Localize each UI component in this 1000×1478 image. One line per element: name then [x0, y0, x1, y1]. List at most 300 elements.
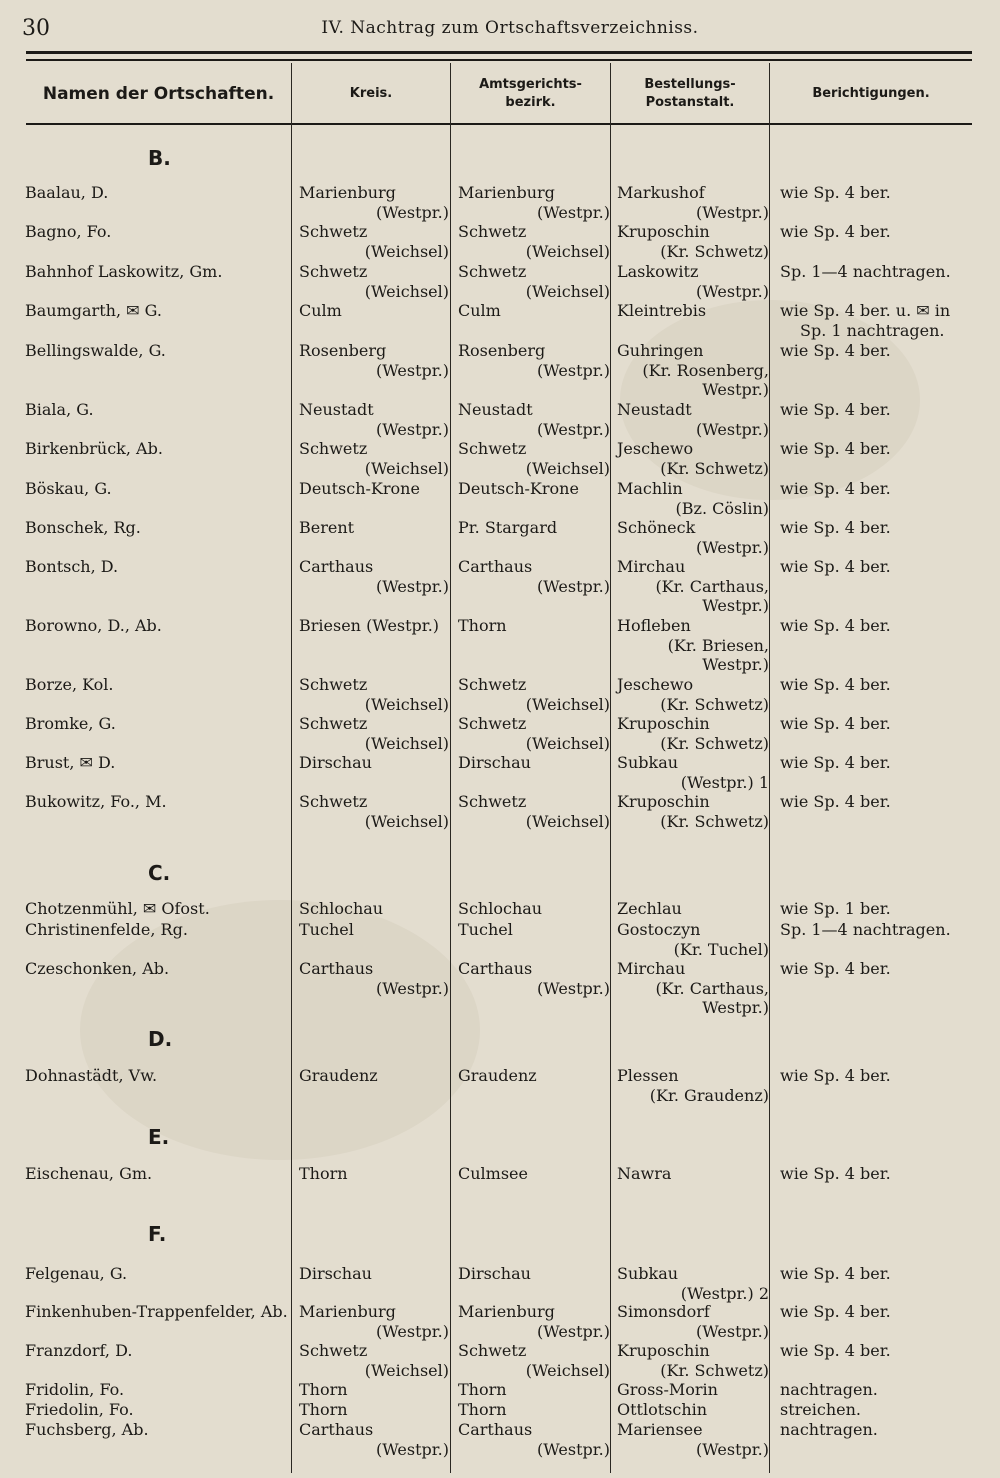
- cell-line: Westpr.): [702, 655, 769, 674]
- berichtigung-cell: [780, 1264, 980, 1284]
- cell-line: (Kr. Briesen,: [667, 635, 769, 655]
- running-title: IV. Nachtrag zum Ortschaftsverzeichniss.: [321, 18, 699, 38]
- kreis-cell: [299, 920, 449, 940]
- postanstalt-cell: [617, 616, 769, 675]
- place-name: Franzdorf, D.: [25, 1341, 133, 1360]
- berichtigung-cell: [780, 301, 980, 340]
- postanstalt-cell: [617, 792, 769, 831]
- place-name: Baalau, D.: [25, 183, 109, 202]
- cell-line: Schwetz: [299, 1341, 368, 1360]
- cell-line: (Kr. Schwetz): [660, 733, 769, 753]
- cell-line: wie Sp. 4 ber.: [780, 518, 891, 537]
- cell-line: (Westpr.) 2: [680, 1283, 769, 1303]
- berichtigung-cell: [780, 1380, 980, 1400]
- postanstalt-cell: [617, 222, 769, 261]
- cell-line: Schwetz: [299, 714, 368, 733]
- cell-line: Schwetz: [299, 222, 368, 241]
- header-rule-thick: [26, 51, 972, 54]
- kreis-cell: [299, 557, 449, 596]
- cell-line: (Weichsel): [364, 458, 449, 478]
- cell-line: wie Sp. 4 ber.: [780, 959, 891, 978]
- cell-line: (Weichsel): [364, 733, 449, 753]
- amtsgericht-cell: [458, 1302, 610, 1341]
- kreis-cell: [299, 959, 449, 998]
- cell-line: Carthaus: [299, 1420, 374, 1439]
- cell-line: (Weichsel): [364, 694, 449, 714]
- cell-line: Schwetz: [458, 675, 527, 694]
- amtsgericht-cell: [458, 899, 610, 919]
- postanstalt-cell: [617, 1380, 769, 1400]
- column-divider: [291, 63, 292, 1473]
- cell-line: Jeschewo: [617, 675, 694, 694]
- amtsgericht-cell: [458, 262, 610, 301]
- amtsgericht-cell: [458, 183, 610, 222]
- cell-line: Schwetz: [299, 675, 368, 694]
- cell-line: Marienburg: [458, 183, 555, 202]
- berichtigung-cell: [780, 714, 980, 734]
- amtsgericht-cell: [458, 341, 610, 380]
- cell-line: wie Sp. 4 ber.: [780, 675, 891, 694]
- cell-line: Pr. Stargard: [458, 518, 558, 537]
- cell-line: Laskowitz: [617, 262, 699, 281]
- kreis-cell: [299, 753, 449, 773]
- cell-line: Westpr.): [702, 596, 769, 615]
- cell-line: Dirschau: [299, 1264, 372, 1283]
- cell-line: Schwetz: [458, 714, 527, 733]
- cell-line: (Kr. Schwetz): [660, 458, 769, 478]
- cell-line: (Westpr.): [696, 537, 769, 557]
- postanstalt-cell: [617, 183, 769, 222]
- cell-line: nachtragen.: [780, 1420, 878, 1439]
- amtsgericht-cell: [458, 222, 610, 261]
- cell-line: wie Sp. 4 ber.: [780, 479, 891, 498]
- postanstalt-cell: [617, 479, 769, 518]
- place-name: Böskau, G.: [25, 479, 112, 498]
- cell-line: (Weichsel): [525, 1360, 610, 1380]
- kreis-cell: [299, 1066, 449, 1086]
- cell-line: Gostoczyn: [617, 920, 701, 939]
- kreis-cell: [299, 675, 449, 714]
- berichtigung-cell: [780, 920, 980, 940]
- cell-line: Thorn: [299, 1380, 348, 1399]
- postanstalt-cell: [617, 753, 769, 792]
- cell-line: wie Sp. 4 ber.: [780, 1164, 891, 1183]
- cell-line: Hofleben: [617, 616, 691, 635]
- kreis-cell: [299, 439, 449, 478]
- cell-line: (Kr. Schwetz): [660, 694, 769, 714]
- cell-line: Thorn: [458, 616, 507, 635]
- cell-line: (Kr. Schwetz): [660, 811, 769, 831]
- cell-line: (Westpr.): [376, 1321, 449, 1341]
- amtsgericht-cell: [458, 1400, 610, 1420]
- place-name: Finkenhuben-Trappenfelder, Ab.: [25, 1302, 288, 1321]
- cell-line: Westpr.): [702, 380, 769, 399]
- kreis-cell: [299, 183, 449, 222]
- cell-line: Sp. 1 nachtragen.: [800, 320, 945, 340]
- place-name: Christinenfelde, Rg.: [25, 920, 188, 939]
- cell-line: Nawra: [617, 1164, 672, 1183]
- cell-line: Carthaus: [458, 959, 533, 978]
- amtsgericht-cell: [458, 518, 610, 538]
- cell-line: Mariensee: [617, 1420, 703, 1439]
- berichtigung-cell: [780, 479, 980, 499]
- cell-line: Zechlau: [617, 899, 682, 918]
- cell-line: wie Sp. 4 ber.: [780, 714, 891, 733]
- column-header-kreis: Kreis.: [349, 86, 393, 101]
- section-letter: B.: [148, 146, 171, 170]
- cell-line: Marienburg: [299, 183, 396, 202]
- cell-line: (Westpr.): [696, 419, 769, 439]
- cell-line: wie Sp. 4 ber.: [780, 400, 891, 419]
- cell-line: (Weichsel): [364, 281, 449, 301]
- postanstalt-cell: [617, 301, 769, 321]
- cell-line: Carthaus: [458, 557, 533, 576]
- kreis-cell: [299, 341, 449, 380]
- cell-line: Marienburg: [458, 1302, 555, 1321]
- berichtigung-cell: [780, 341, 980, 361]
- berichtigung-cell: [780, 675, 980, 695]
- cell-line: Mirchau: [617, 557, 686, 576]
- place-name: Brust, ✉ D.: [25, 753, 116, 772]
- cell-line: (Westpr.): [537, 978, 610, 998]
- cell-line: Schwetz: [299, 262, 368, 281]
- berichtigung-cell: [780, 439, 980, 459]
- postanstalt-cell: [617, 920, 769, 959]
- cell-line: (Westpr.): [376, 360, 449, 380]
- berichtigung-cell: [780, 753, 980, 773]
- berichtigung-cell: [780, 222, 980, 242]
- cell-line: wie Sp. 4 ber.: [780, 1066, 891, 1085]
- section-letter: E.: [148, 1125, 170, 1149]
- cell-line: (Kr. Graudenz): [649, 1085, 769, 1105]
- berichtigung-cell: [780, 183, 980, 203]
- place-name: Bagno, Fo.: [25, 222, 112, 241]
- cell-line: Briesen (Westpr.): [299, 616, 440, 635]
- column-header-amtsgerichtsbezirk: Amtsgerichts- bezirk.: [479, 77, 582, 110]
- cell-line: Marienburg: [299, 1302, 396, 1321]
- cell-line: wie Sp. 4 ber.: [780, 753, 891, 772]
- cell-line: (Weichsel): [525, 733, 610, 753]
- postanstalt-cell: [617, 1400, 769, 1420]
- cell-line: Kruposchin: [617, 222, 710, 241]
- place-name: Bahnhof Laskowitz, Gm.: [25, 262, 223, 281]
- cell-line: Neustadt: [617, 400, 692, 419]
- place-name: Birkenbrück, Ab.: [25, 439, 163, 458]
- place-name: Baumgarth, ✉ G.: [25, 301, 162, 320]
- amtsgericht-cell: [458, 1380, 610, 1400]
- cell-line: nachtragen.: [780, 1380, 878, 1399]
- page-number: 30: [22, 16, 50, 41]
- cell-line: (Westpr.): [537, 1439, 610, 1459]
- cell-line: wie Sp. 4 ber.: [780, 792, 891, 811]
- postanstalt-cell: [617, 959, 769, 1018]
- cell-line: (Weichsel): [364, 241, 449, 261]
- postanstalt-cell: [617, 557, 769, 616]
- cell-line: wie Sp. 4 ber.: [780, 557, 891, 576]
- cell-line: Schwetz: [458, 262, 527, 281]
- cell-line: wie Sp. 4 ber.: [780, 183, 891, 202]
- amtsgericht-cell: [458, 714, 610, 753]
- amtsgericht-cell: [458, 616, 610, 636]
- cell-line: Schlochau: [458, 899, 543, 918]
- cell-line: Schwetz: [299, 792, 368, 811]
- cell-line: Kruposchin: [617, 714, 710, 733]
- cell-line: Sp. 1—4 nachtragen.: [780, 920, 951, 939]
- cell-line: Guhringen: [617, 341, 704, 360]
- cell-line: wie Sp. 4 ber.: [780, 616, 891, 635]
- berichtigung-cell: [780, 1420, 980, 1440]
- cell-line: Schlochau: [299, 899, 384, 918]
- berichtigung-cell: [780, 616, 980, 636]
- cell-line: Schwetz: [299, 439, 368, 458]
- cell-line: Schwetz: [458, 439, 527, 458]
- cell-line: (Westpr.) 1: [680, 772, 769, 792]
- place-name: Eischenau, Gm.: [25, 1164, 153, 1183]
- cell-line: Dirschau: [458, 1264, 531, 1283]
- postanstalt-cell: [617, 1164, 769, 1184]
- cell-line: Graudenz: [299, 1066, 378, 1085]
- place-name: Bromke, G.: [25, 714, 116, 733]
- cell-line: wie Sp. 4 ber.: [780, 439, 891, 458]
- cell-line: (Kr. Rosenberg,: [642, 360, 769, 380]
- cell-line: Sp. 1—4 nachtragen.: [780, 262, 951, 281]
- cell-line: Thorn: [458, 1380, 507, 1399]
- cell-line: Plessen: [617, 1066, 679, 1085]
- place-name: Bukowitz, Fo., M.: [25, 792, 167, 811]
- cell-line: Markushof: [617, 183, 705, 202]
- berichtigung-cell: [780, 1341, 980, 1361]
- column-header-postanstalt: Bestellungs- Postanstalt.: [644, 77, 736, 110]
- cell-line: Culm: [458, 301, 501, 320]
- cell-line: Gross-Morin: [617, 1380, 718, 1399]
- postanstalt-cell: [617, 262, 769, 301]
- amtsgericht-cell: [458, 959, 610, 998]
- kreis-cell: [299, 714, 449, 753]
- postanstalt-cell: [617, 1066, 769, 1105]
- place-name: Chotzenmühl, ✉ Ofost.: [25, 899, 210, 918]
- cell-line: (Weichsel): [364, 811, 449, 831]
- place-name: Borze, Kol.: [25, 675, 114, 694]
- kreis-cell: [299, 1302, 449, 1341]
- cell-line: wie Sp. 1 ber.: [780, 899, 891, 918]
- amtsgericht-cell: [458, 1066, 610, 1086]
- amtsgericht-cell: [458, 675, 610, 714]
- berichtigung-cell: [780, 1302, 980, 1322]
- cell-line: Kruposchin: [617, 792, 710, 811]
- berichtigung-cell: [780, 518, 980, 538]
- cell-line: (Westpr.): [537, 1321, 610, 1341]
- kreis-cell: [299, 1400, 449, 1420]
- cell-line: Kleintrebis: [617, 301, 707, 320]
- place-name: Fuchsberg, Ab.: [25, 1420, 149, 1439]
- cell-line: (Westpr.): [696, 1321, 769, 1341]
- postanstalt-cell: [617, 1264, 769, 1303]
- section-letter: D.: [148, 1027, 173, 1051]
- kreis-cell: [299, 1264, 449, 1284]
- cell-line: Schwetz: [458, 792, 527, 811]
- cell-line: (Westpr.): [376, 419, 449, 439]
- cell-line: wie Sp. 4 ber.: [780, 1341, 891, 1360]
- cell-line: Machlin: [617, 479, 683, 498]
- berichtigung-cell: [780, 899, 980, 919]
- cell-line: Tuchel: [299, 920, 354, 939]
- column-divider: [450, 63, 451, 1473]
- cell-line: Schöneck: [617, 518, 696, 537]
- cell-line: (Westpr.): [537, 202, 610, 222]
- cell-line: Neustadt: [299, 400, 374, 419]
- column-header-berichtigungen: Berichtigungen.: [812, 86, 930, 101]
- kreis-cell: [299, 262, 449, 301]
- amtsgericht-cell: [458, 439, 610, 478]
- cell-line: Neustadt: [458, 400, 533, 419]
- place-name: Felgenau, G.: [25, 1264, 128, 1283]
- header-rule-thin: [26, 59, 972, 61]
- postanstalt-cell: [617, 518, 769, 557]
- cell-line: (Westpr.): [537, 360, 610, 380]
- cell-line: Schwetz: [458, 1341, 527, 1360]
- cell-line: (Kr. Tuchel): [673, 939, 769, 959]
- berichtigung-cell: [780, 1164, 980, 1184]
- amtsgericht-cell: [458, 400, 610, 439]
- amtsgericht-cell: [458, 1164, 610, 1184]
- amtsgericht-cell: [458, 920, 610, 940]
- kreis-cell: [299, 1164, 449, 1184]
- postanstalt-cell: [617, 400, 769, 439]
- amtsgericht-cell: [458, 1420, 610, 1459]
- place-name: Czeschonken, Ab.: [25, 959, 170, 978]
- amtsgericht-cell: [458, 1341, 610, 1380]
- kreis-cell: [299, 301, 449, 321]
- amtsgericht-cell: [458, 792, 610, 831]
- place-name: Biala, G.: [25, 400, 94, 419]
- amtsgericht-cell: [458, 557, 610, 596]
- kreis-cell: [299, 1341, 449, 1380]
- cell-line: (Kr. Schwetz): [660, 1360, 769, 1380]
- cell-line: (Kr. Schwetz): [660, 241, 769, 261]
- cell-line: Carthaus: [299, 557, 374, 576]
- column-divider: [769, 63, 770, 1473]
- cell-line: (Weichsel): [525, 458, 610, 478]
- amtsgericht-cell: [458, 301, 610, 321]
- kreis-cell: [299, 1420, 449, 1459]
- cell-line: (Westpr.): [376, 202, 449, 222]
- amtsgericht-cell: [458, 753, 610, 773]
- kreis-cell: [299, 792, 449, 831]
- cell-line: wie Sp. 4 ber.: [780, 1264, 891, 1283]
- cell-line: (Weichsel): [525, 241, 610, 261]
- cell-line: (Bz. Cöslin): [675, 498, 769, 518]
- cell-line: Subkau: [617, 753, 679, 772]
- cell-line: Culmsee: [458, 1164, 528, 1183]
- postanstalt-cell: [617, 675, 769, 714]
- cell-line: (Kr. Carthaus,: [655, 978, 769, 998]
- cell-line: (Westpr.): [376, 978, 449, 998]
- cell-line: (Weichsel): [525, 281, 610, 301]
- cell-line: Mirchau: [617, 959, 686, 978]
- cell-line: Dirschau: [299, 753, 372, 772]
- cell-line: Thorn: [299, 1400, 348, 1419]
- cell-line: (Kr. Carthaus,: [655, 576, 769, 596]
- kreis-cell: [299, 899, 449, 919]
- cell-line: Berent: [299, 518, 355, 537]
- berichtigung-cell: [780, 792, 980, 812]
- cell-line: Culm: [299, 301, 342, 320]
- cell-line: (Westpr.): [696, 1439, 769, 1459]
- cell-line: Jeschewo: [617, 439, 694, 458]
- column-divider: [610, 63, 611, 1473]
- cell-line: Tuchel: [458, 920, 513, 939]
- place-name: Bellingswalde, G.: [25, 341, 166, 360]
- berichtigung-cell: [780, 557, 980, 577]
- column-header-namen: Namen der Ortschaften.: [42, 84, 275, 104]
- cell-line: wie Sp. 4 ber. u. ✉ in: [780, 301, 951, 320]
- postanstalt-cell: [617, 341, 769, 400]
- postanstalt-cell: [617, 1420, 769, 1459]
- kreis-cell: [299, 479, 449, 499]
- berichtigung-cell: [780, 959, 980, 979]
- section-letter: C.: [148, 861, 171, 885]
- kreis-cell: [299, 1380, 449, 1400]
- postanstalt-cell: [617, 899, 769, 919]
- section-letter: F.: [148, 1222, 167, 1246]
- cell-line: Deutsch-Krone: [458, 479, 579, 498]
- kreis-cell: [299, 222, 449, 261]
- postanstalt-cell: [617, 1341, 769, 1380]
- cell-line: Simonsdorf: [617, 1302, 710, 1321]
- place-name: Bonschek, Rg.: [25, 518, 141, 537]
- cell-line: Kruposchin: [617, 1341, 710, 1360]
- berichtigung-cell: [780, 1400, 980, 1420]
- place-name: Dohnastädt, Vw.: [25, 1066, 158, 1085]
- cell-line: wie Sp. 4 ber.: [780, 222, 891, 241]
- berichtigung-cell: [780, 262, 980, 282]
- place-name: Fridolin, Fo.: [25, 1380, 125, 1399]
- cell-line: streichen.: [780, 1400, 861, 1419]
- cell-line: wie Sp. 4 ber.: [780, 1302, 891, 1321]
- cell-line: Carthaus: [299, 959, 374, 978]
- cell-line: (Westpr.): [696, 281, 769, 301]
- postanstalt-cell: [617, 714, 769, 753]
- cell-line: Westpr.): [702, 998, 769, 1017]
- cell-line: (Westpr.): [376, 1439, 449, 1459]
- cell-line: Graudenz: [458, 1066, 537, 1085]
- place-name: Bontsch, D.: [25, 557, 119, 576]
- cell-line: Carthaus: [458, 1420, 533, 1439]
- berichtigung-cell: [780, 400, 980, 420]
- cell-line: (Weichsel): [525, 811, 610, 831]
- cell-line: Ottlotschin: [617, 1400, 708, 1419]
- column-header-rule: [26, 123, 972, 125]
- amtsgericht-cell: [458, 1264, 610, 1284]
- berichtigung-cell: [780, 1066, 980, 1086]
- place-name: Borowno, D., Ab.: [25, 616, 162, 635]
- cell-line: (Westpr.): [376, 576, 449, 596]
- cell-line: Thorn: [299, 1164, 348, 1183]
- cell-line: (Westpr.): [537, 576, 610, 596]
- cell-line: Thorn: [458, 1400, 507, 1419]
- cell-line: Schwetz: [458, 222, 527, 241]
- cell-line: Subkau: [617, 1264, 679, 1283]
- cell-line: (Weichsel): [525, 694, 610, 714]
- cell-line: Rosenberg: [299, 341, 387, 360]
- cell-line: wie Sp. 4 ber.: [780, 341, 891, 360]
- cell-line: (Weichsel): [364, 1360, 449, 1380]
- place-name: Friedolin, Fo.: [25, 1400, 134, 1419]
- kreis-cell: [299, 400, 449, 439]
- cell-line: (Westpr.): [537, 419, 610, 439]
- kreis-cell: [299, 616, 449, 636]
- cell-line: (Westpr.): [696, 202, 769, 222]
